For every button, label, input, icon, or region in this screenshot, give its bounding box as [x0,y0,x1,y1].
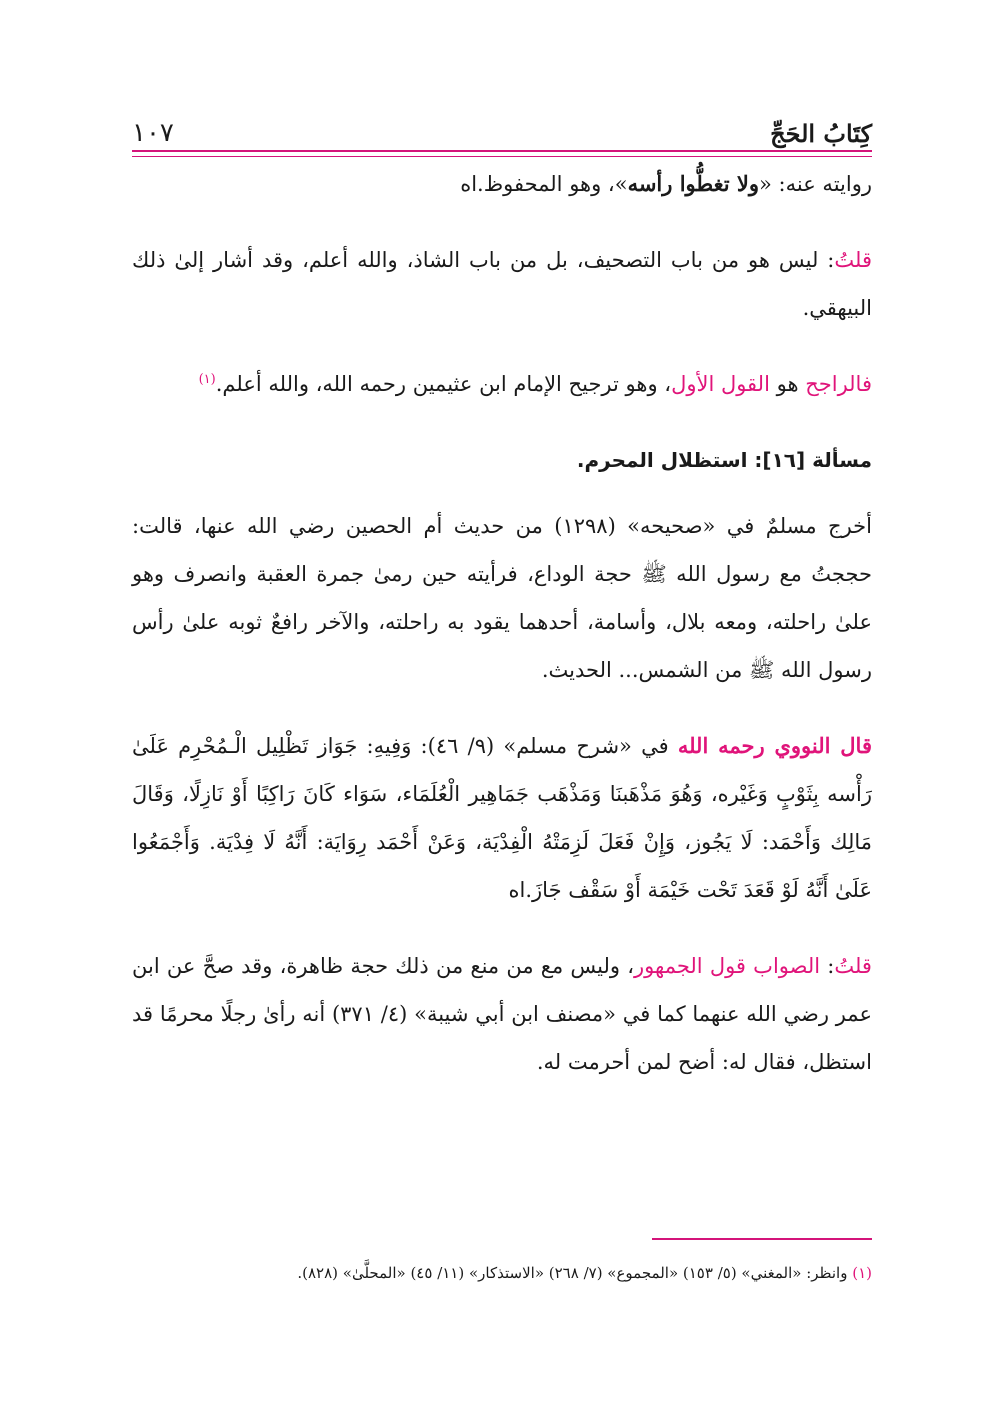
p3-text: ، وهو ترجيح الإمام ابن عثيمين رحمه الله، والله أعلم. [215,372,672,396]
footnote-ref[interactable]: (١) [198,372,216,387]
paragraph-5 [132,722,872,914]
main-text [132,160,872,1114]
p3-lead2: القول الأول [671,372,770,396]
running-header [132,108,872,148]
p6-mid: : [820,954,835,978]
p3-mid: هو [769,372,806,396]
header-rule-thick [132,150,872,152]
p5-text: في «شرح مسلم» (٩/ ٤٦): وَفِيهِ: جَوَاز تَظْلِيل الْـمُحْرِم عَلَىٰ رَأْسه بِثَوْبٍ وَغَيْره، وَهُوَ مَذْهَبنَا وَمَذْهَب جَمَاهِير الْعُلَمَاء، سَوَاء كَانَ رَاكِبًا أَوْ نَازِلًا، وَقَالَ مَالِك وَأَحْمَد: لَا يَجُوز، وَإِنْ فَعَلَ لَزِمَتْهُ الْفِدْيَة، وَعَنْ أَحْمَد رِوَايَة: أَنَّهُ لَا فِدْيَة. وَأَجْمَعُوا عَلَىٰ أَنَّهُ لَوْ قَعَدَ تَحْت خَيْمَة أَوْ سَقْف جَازَ.اه [132,734,872,902]
p1-pre: روايته عنه: « [759,172,872,196]
p2-text: : ليس هو من باب التصحيف، بل من باب الشاذ، والله أعلم، وقد أشار إلىٰ ذلك البيهقي. [132,248,872,320]
footnote [132,1260,872,1286]
p3-lead1: فالراجح [805,372,872,396]
p6-text: ، وليس مع من منع من ذلك حجة ظاهرة، وقد صحَّ عن ابن عمر رضي الله عنهما كما في «مصنف ابن أبي شيبة» (٤/ ٣٧١) أنه رأىٰ رجلًا محرمًا قد استظل، فقال له: أضح لمن أحرمت له. [132,954,872,1074]
header-rule-thin [132,156,872,157]
footnote-number: (١) [852,1264,872,1282]
p2-lead: قلتُ [834,248,872,272]
paragraph-3 [132,360,872,408]
chapter-title: كِتَابُ الحَجِّ [770,119,872,148]
footnote-rule [652,1238,872,1240]
p6-lead2: الصواب قول الجمهور [634,954,821,978]
p5-lead: قال النووي رحمه الله [677,733,872,758]
paragraph-6 [132,942,872,1086]
p1-post: »، وهو المحفوظ.اه [460,172,628,196]
footnote-text: وانظر: «المغني» (٥/ ١٥٣) «المجموع» (٧/ ٢٦٨) «الاستذكار» (١١/ ٤٥) «المحلَّىٰ» (٨٢٨). [297,1264,853,1282]
paragraph-1 [132,160,872,208]
paragraph-4 [132,502,872,694]
p1-bold-quote: ولا تغطُّوا رأسه [627,171,760,196]
p6-lead1: قلتُ [834,954,872,978]
paragraph-2 [132,236,872,332]
page-number: ١٠٧ [132,118,174,148]
section-heading: مسألة [١٦]: استظلال المحرم. [576,448,872,472]
p4-text: أخرج مسلمٌ في «صحيحه» (١٢٩٨) من حديث أم الحصين رضي الله عنها، قالت: حججتُ مع رسول الله ﷺ حجة الوداع، فرأيته حين رمىٰ جمرة العقبة وانصرف وهو علىٰ راحلته، ومعه بلال، وأسامة، أحدهما يقود به راحلته، والآخر رافعٌ ثوبه علىٰ رأس رسول الله ﷺ من الشمس... الحديث. [132,514,872,682]
